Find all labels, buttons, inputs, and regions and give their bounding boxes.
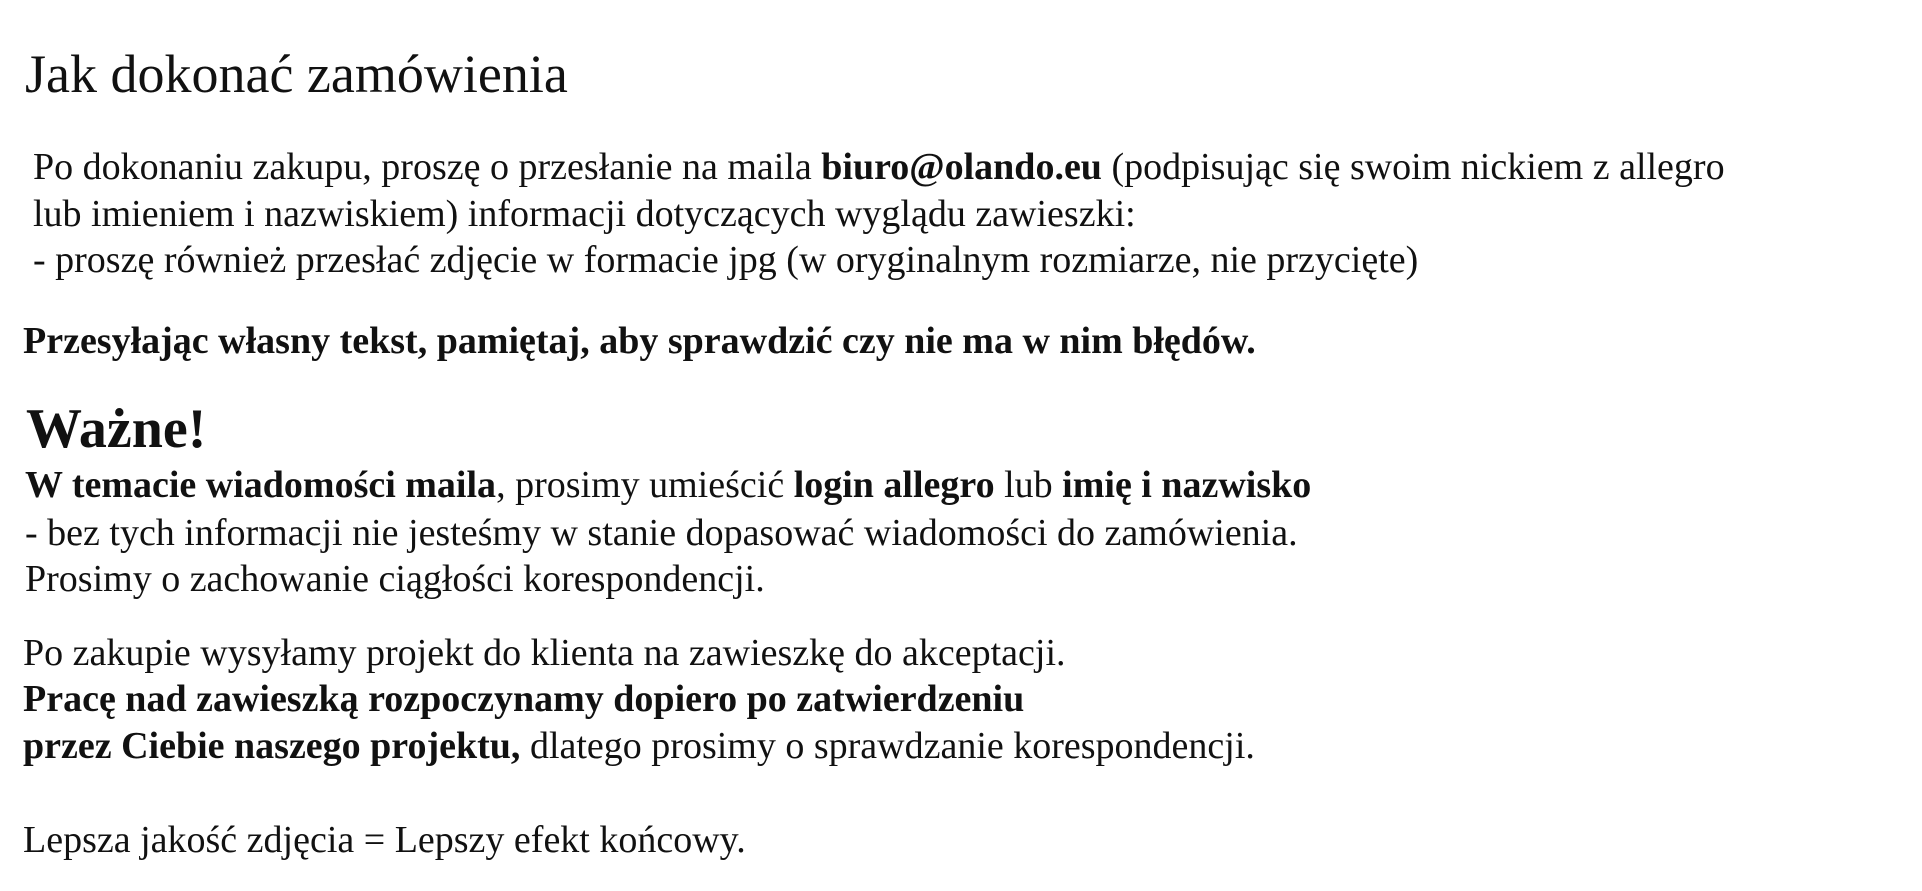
intro-line-3: - proszę również przesłać zdjęcie w formacie jpg (w oryginalnym rozmiarze, nie przycięte) <box>33 239 1419 281</box>
process-line-3 <box>23 727 1255 765</box>
process-line-2: Pracę nad zawieszką rozpoczynamy dopiero po zatwierdzeniu <box>23 678 1025 720</box>
name-bold: imię i nazwisko <box>1062 464 1312 506</box>
warning-text: Przesyłając własny tekst, pamiętaj, aby sprawdzić czy nie ma w nim błędów. <box>23 320 1256 362</box>
process-line-1: Po zakupie wysyłamy projekt do klienta na zawieszkę do akceptacji. <box>23 632 1066 674</box>
important-line-3: Prosimy o zachowanie ciągłości korespondencji. <box>25 558 765 600</box>
subject-mid: , prosimy umieścić <box>496 464 794 506</box>
important-line-2: - bez tych informacji nie jesteśmy w stanie dopasować wiadomości do zamówienia. <box>25 512 1298 554</box>
or-text: lub <box>994 464 1063 506</box>
intro-text-pre: Po dokonaniu zakupu, proszę o przesłanie na maila <box>33 146 822 188</box>
important-line-1 <box>25 466 1311 504</box>
process-bold: przez Ciebie naszego projektu, <box>23 725 521 767</box>
subject-bold: W temacie wiadomości maila <box>25 464 497 506</box>
intro-line-1 <box>33 148 1725 186</box>
intro-text-post: (podpisując się swoim nickiem z allegro <box>1101 146 1725 188</box>
closing-text: Lepsza jakość zdjęcia = Lepszy efekt końcowy. <box>23 819 746 861</box>
important-heading: Ważne! <box>26 398 207 460</box>
contact-email: biuro@olando.eu <box>821 146 1102 188</box>
page-title: Jak dokonać zamówienia <box>25 44 568 104</box>
process-rest: dlatego prosimy o sprawdzanie korespondencji. <box>520 725 1255 767</box>
intro-line-2: lub imieniem i nazwiskiem) informacji dotyczących wyglądu zawieszki: <box>33 193 1136 235</box>
login-bold: login allegro <box>793 464 995 506</box>
